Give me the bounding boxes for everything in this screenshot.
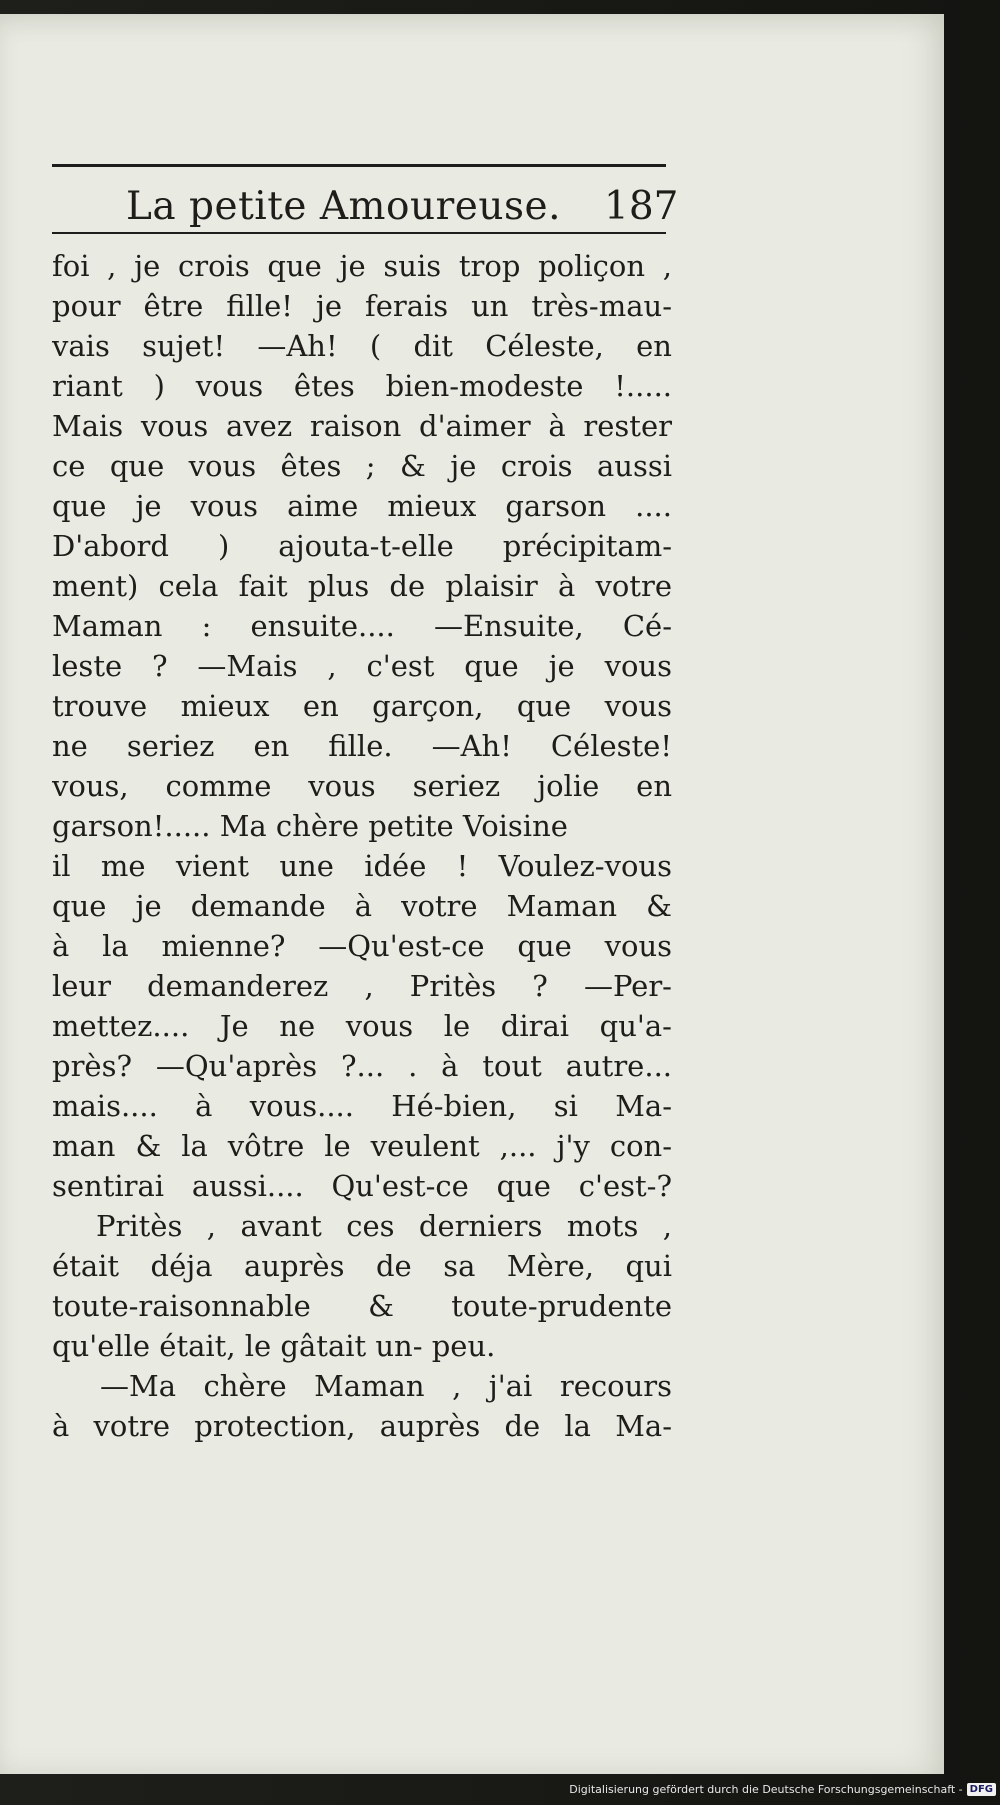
text-line: à votre protection, auprès de la Ma- <box>52 1409 672 1443</box>
text-line: pour être fille! je ferais un très-mau- <box>52 289 672 323</box>
credit-text: Digitalisierung gefördert durch die Deutsche Forschungsgemeinschaft - <box>569 1783 963 1796</box>
text-line: Mais vous avez raison d'aimer à rester <box>52 409 672 443</box>
text-line: près? —Qu'après ?... . à tout autre... <box>52 1049 672 1083</box>
text-line: sentirai aussi.... Qu'est-ce que c'est-? <box>52 1169 672 1203</box>
text-line: Maman : ensuite.... —Ensuite, Cé- <box>52 609 672 643</box>
text-line: ment) cela fait plus de plaisir à votre <box>52 569 672 603</box>
text-line: mettez.... Je ne vous le dirai qu'a- <box>52 1009 672 1043</box>
text-line: vais sujet! —Ah! ( dit Céleste, en <box>52 329 672 363</box>
dfg-logo: DFG <box>967 1783 996 1796</box>
text-line: leur demanderez , Pritès ? —Per- <box>52 969 672 1003</box>
page-number: 187 <box>604 184 679 229</box>
body-text <box>52 246 672 1446</box>
text-line: leste ? —Mais , c'est que je vous <box>52 649 672 683</box>
text-line: mais.... à vous.... Hé-bien, si Ma- <box>52 1089 672 1123</box>
text-line: toute-raisonnable & toute-prudente <box>52 1289 672 1323</box>
digitization-credit <box>569 1783 996 1796</box>
text-line: qu'elle était, le gâtait un- peu. <box>52 1329 496 1363</box>
text-line: à la mienne? —Qu'est-ce que vous <box>52 929 672 963</box>
book-page <box>0 14 944 1774</box>
running-title: La petite Amoureuse. <box>126 184 561 229</box>
text-line: garson!..... Ma chère petite Voisine <box>52 809 568 843</box>
text-line: man & la vôtre le veulent ,... j'y con- <box>52 1129 672 1163</box>
text-line: riant ) vous êtes bien-modeste !..... <box>52 369 672 403</box>
text-line: Pritès , avant ces derniers mots , <box>96 1209 672 1243</box>
text-line: vous, comme vous seriez jolie en <box>52 769 672 803</box>
text-line: ce que vous êtes ; & je crois aussi <box>52 449 672 483</box>
text-line: D'abord ) ajouta-t-elle précipitam- <box>52 529 672 563</box>
text-line: trouve mieux en garçon, que vous <box>52 689 672 723</box>
text-line: —Ma chère Maman , j'ai recours <box>100 1369 672 1403</box>
text-line: était déja auprès de sa Mère, qui <box>52 1249 672 1283</box>
header-rule-top <box>52 164 666 167</box>
header-rule-bottom <box>52 232 666 234</box>
text-line: que je demande à votre Maman & <box>52 889 672 923</box>
text-line: ne seriez en fille. —Ah! Céleste! <box>52 729 672 763</box>
text-line: que je vous aime mieux garson .... <box>52 489 672 523</box>
text-line: il me vient une idée ! Voulez-vous <box>52 849 672 883</box>
text-line: foi , je crois que je suis trop poliçon , <box>52 249 672 283</box>
